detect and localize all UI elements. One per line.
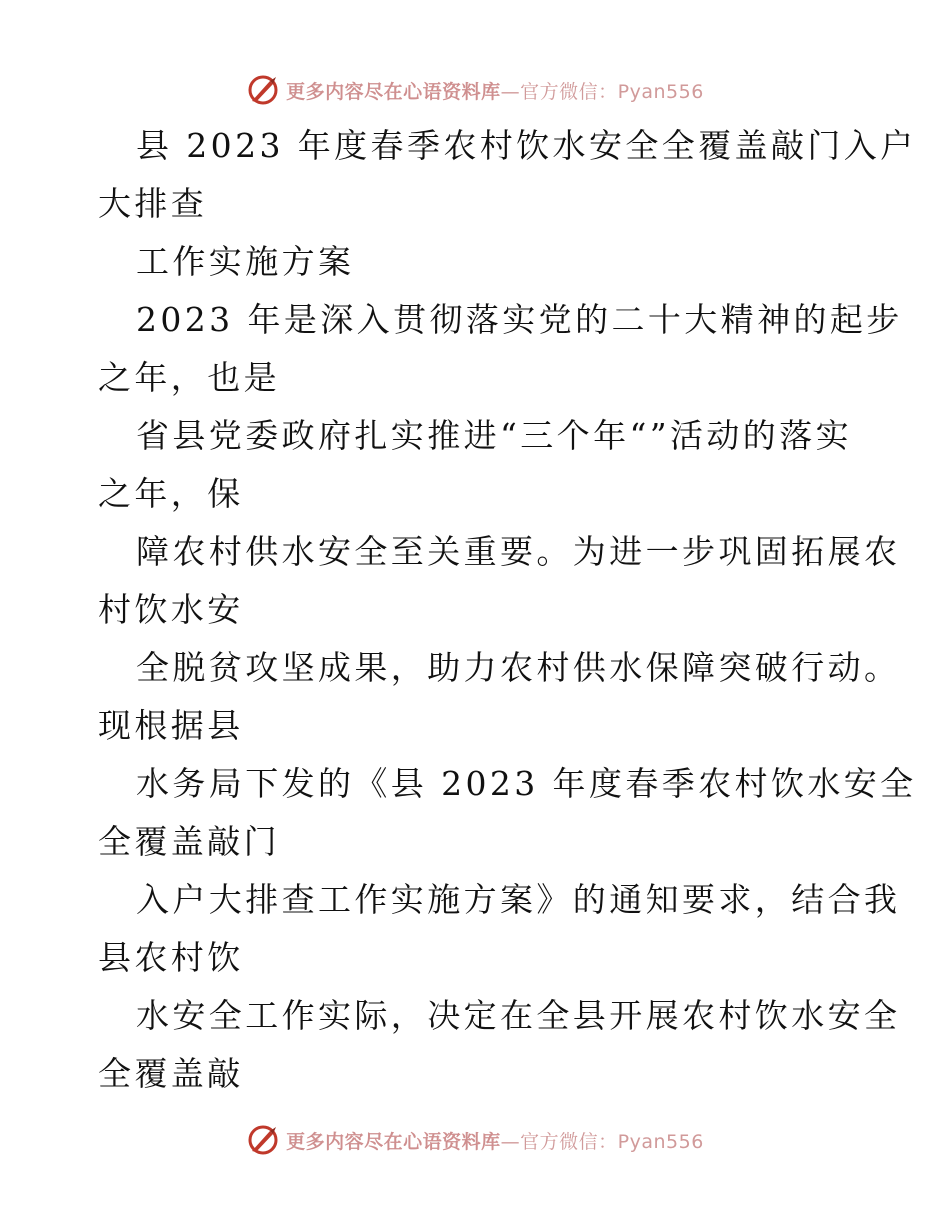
watermark-group <box>246 1123 704 1157</box>
body-line: 县农村饮 <box>98 938 244 977</box>
body-line: 现根据县 <box>98 706 244 745</box>
title-line-2: 大排查 <box>98 184 208 223</box>
body-line: 水务局下发的《县 2023 年度春季农村饮水安全 <box>136 764 917 803</box>
body-line: 村饮水安 <box>98 590 244 629</box>
watermark-contact: —官方微信：Pyan556 <box>500 80 704 103</box>
body-line: 全覆盖敲门 <box>98 822 280 861</box>
quill-logo-icon <box>246 73 280 107</box>
watermark-brand: 更多内容尽在心语资料库 <box>286 80 501 103</box>
body-line: 全覆盖敲 <box>98 1054 244 1093</box>
watermark-text <box>286 1127 704 1154</box>
watermark-contact: —官方微信：Pyan556 <box>500 1130 704 1153</box>
body-line: 之年，保 <box>98 474 244 513</box>
watermark-text <box>286 77 704 104</box>
subtitle-line: 工作实施方案 <box>136 242 355 281</box>
document-body <box>98 117 917 1103</box>
body-line: 之年，也是 <box>98 358 280 397</box>
title-line-1: 县 2023 年度春季农村饮水安全全覆盖敲门入户 <box>136 126 917 165</box>
watermark-group <box>246 73 704 107</box>
watermark-brand: 更多内容尽在心语资料库 <box>286 1130 501 1153</box>
body-line: 2023 年是深入贯彻落实党的二十大精神的起步 <box>136 300 903 339</box>
body-line: 全脱贫攻坚成果，助力农村供水保障突破行动。 <box>136 648 901 687</box>
body-line: 入户大排查工作实施方案》的通知要求，结合我 <box>136 880 901 919</box>
footer-watermark-banner <box>0 1120 950 1160</box>
quill-logo-icon <box>246 1123 280 1157</box>
body-line: 省县党委政府扎实推进“三个年“”活动的落实 <box>136 416 853 455</box>
header-watermark-banner <box>0 70 950 110</box>
body-line: 障农村供水安全至关重要。为进一步巩固拓展农 <box>136 532 901 571</box>
body-line: 水安全工作实际，决定在全县开展农村饮水安全 <box>136 996 901 1035</box>
